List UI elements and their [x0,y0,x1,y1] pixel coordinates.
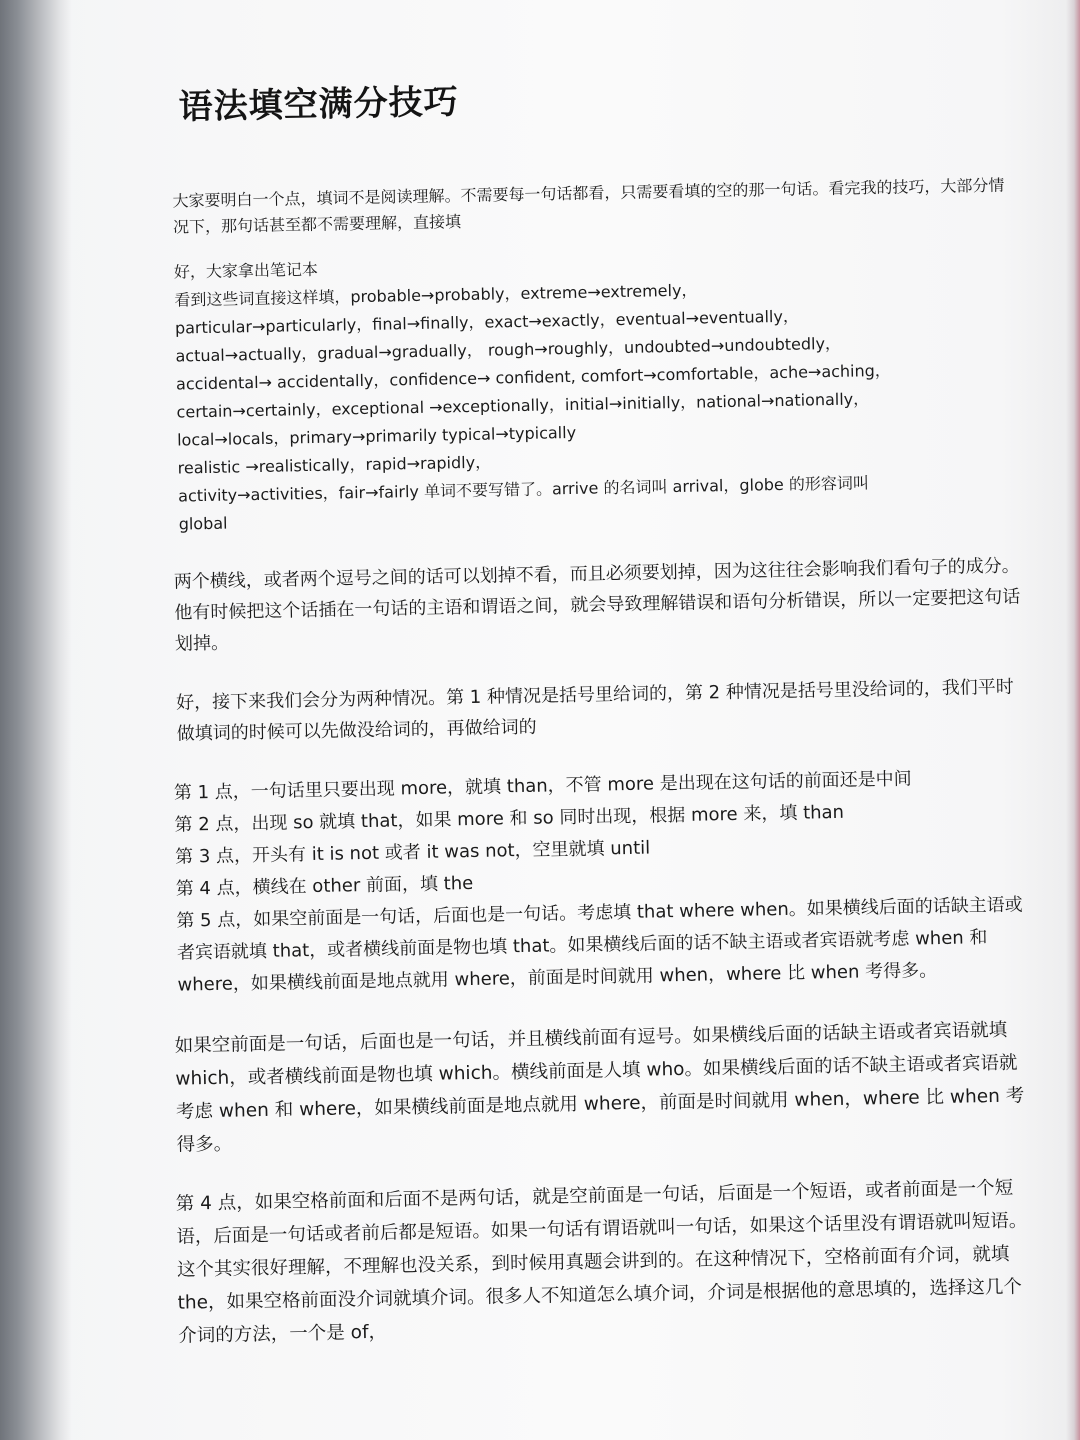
notebook-line: 好，大家拿出笔记本 [173,259,319,282]
word-rule-line: particular→particularly，final→finally，exact→exactly，eventual→eventually， [174,306,800,338]
dashes-paragraph: 两个横线，或者两个逗号之间的话可以划掉不看，而且必须要划掉，因为这往往会影响我们看句子的成分。他有时候把这个话插在一句话的主语和谓语之间，就会导致理解错误和语句分析错误，所以一定要把这句话划掉。 [173,555,1021,655]
comma-paragraph: 如果空前面是一句话，后面也是一句话，并且横线前面有逗号。如果横线后面的话缺主语或者宾语就填 which，或者横线前面是物也填 which。横线前面是人填 who。如果横线后面的话不缺主语或者宾语就考虑 when 和 where，如果横线前面是地点就用 where，前面是时间就用 when，where 比 when 考得多。 [174,1019,1025,1156]
word-rule-line: certain→certainly，exceptional →exceptionally，initial→initially，national→nationally， [176,389,870,422]
two-cases-paragraph: 好，接下来我们会分为两种情况。第 1 种情况是括号里给词的，第 2 种情况是括号里没给词的，我们平时做填词的时候可以先做没给词的，再做给词的 [175,676,1015,745]
page-binding-shadow [0,0,72,1440]
word-rule-line: actual→actually，gradual→gradually， rough→roughly，undoubted→undoubtedly， [175,333,842,366]
word-rule-line: global [178,513,228,534]
point4-paragraph: 第 4 点，如果空格前面和后面不是两句话，就是空前面是一句话，后面是一个短语，或者前面是一个短语，后面是一句话或者前后都是短语。如果一句话有谓语就叫一句话，如果这个话里没有谓语就叫短语。这个其实很好理解，不理解也没关系，到时候用真题会讲到的。在这种情况下，空格前面有介词，就填 the，如果空格前面没介词就填介词。很多人不知道怎么填介词，介词是根据他的意思填的，选择这几个介词的方法，一个是 of， [175,1177,1028,1347]
point-item: 第 5 点，如果空前面是一句话，后面也是一句话。考虑填 that where when。如果横线后面的话缺主语或者宾语就填 that，或者横线前面是物也填 that。如果横线后面的话不缺主语或者宾语就考虑 when 和 where，如果横线前面是地点就用 where，前面是时间就用 when，where 比 when 考得多。 [176,894,1023,996]
word-rule-line: 看到这些词直接这样填，probable→probably，extreme→extremely， [174,280,698,310]
intro-paragraph: 大家要明白一个点，填词不是阅读理解。不需要每一句话都看，只需要看填的空的那一句话。看完我的技巧，大部分情况下，那句话甚至都不需要理解，直接填 [172,175,1005,237]
point-item: 第 4 点，横线在 other 前面，填 the [175,872,474,900]
page-title: 语法填空满分技巧 [178,82,460,128]
word-rule-line: realistic →realistically，rapid→rapidly， [177,452,492,478]
page-right-edge [1066,0,1080,1440]
points-list [174,761,1028,1001]
word-transform-list [174,270,1019,538]
point-item: 第 1 点，一句话里只要出现 more，就填 than，不管 more 是出现在这句话的前面还是中间 [173,768,912,804]
point-item: 第 2 点，出现 so 就填 that，如果 more 和 so 同时出现，根据 more 来，填 than [174,801,845,836]
word-rule-line: local→locals，primary→primarily typical→typically [176,422,577,450]
word-rule-line: activity→activities，fair→fairly 单词不要写错了。arrive 的名词叫 arrival，globe 的形容词叫 [178,473,870,506]
word-rule-line: accidental→ accidentally，confidence→ confident, comfort→comfortable，ache→aching， [175,360,892,394]
page-content [150,53,1034,1352]
point-item: 第 3 点，开头有 it is not 或者 it was not，空里就填 until [174,837,651,868]
